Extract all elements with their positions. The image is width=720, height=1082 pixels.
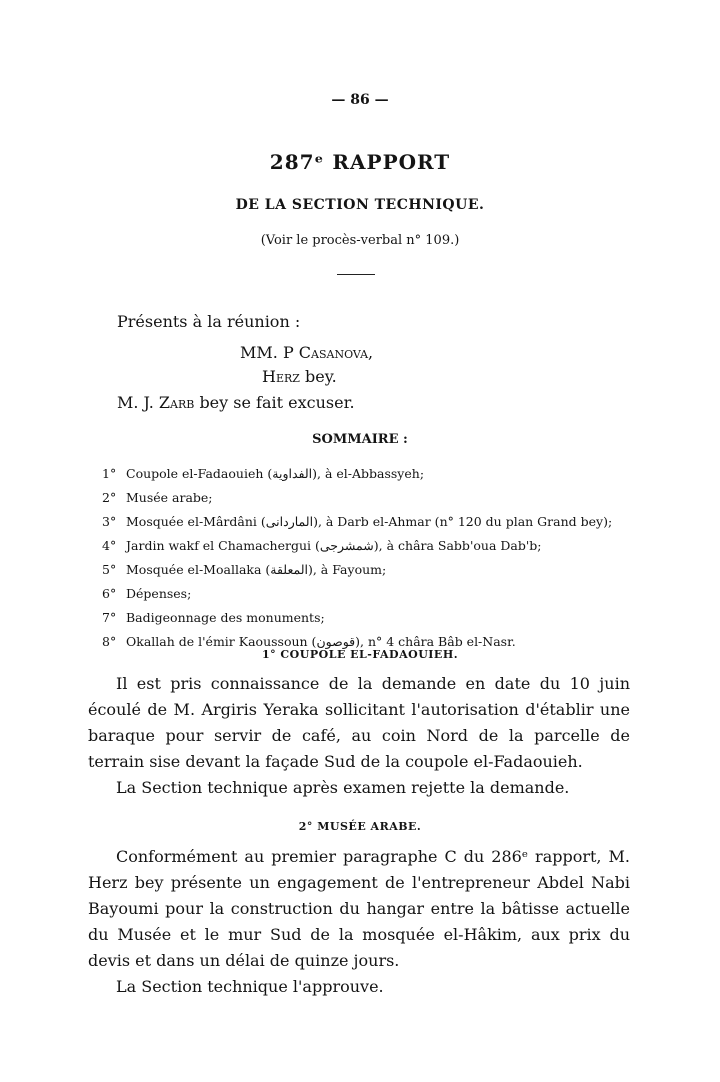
section-2-decision: La Section technique l'approuve. [116, 977, 384, 996]
attendance-prefix: MM. P [240, 343, 294, 362]
excused-zarb: Zarb [158, 393, 195, 412]
attendee-herz-title: bey. [305, 367, 337, 386]
sommaire-item [102, 510, 612, 534]
attendance-label: Présents à la réunion : [117, 312, 301, 331]
item-text: Mosquée el-Moallaka (المعلقة), à Fayoum; [126, 562, 387, 577]
item-number: 2° [102, 490, 117, 505]
item-text: Okallah de l'émir Kaoussoun (قوصون), n° 4 châra Bâb el-Nasr. [126, 634, 516, 649]
item-number: 8° [102, 634, 117, 649]
item-text: Jardin wakf el Chamachergui (شمشرجى), à châra Sabb'oua Dab'b; [126, 538, 542, 553]
section-1-body [88, 671, 630, 801]
report-title: 287ᵉ RAPPORT [269, 150, 451, 174]
sommaire-item [102, 606, 612, 630]
attendee-casanova: Casanova, [298, 343, 374, 362]
section-2-paragraph: Conformément au premier paragraphe C du 286ᵉ rapport, M. Herz bey présente un engagement de l'entrepreneur Abdel Nabi Bayoumi pour la construction du hangar entre la bâtisse actuelle du Musée et le mur Sud de la mosquée el-Hâkim, aux prix du devis et dans un délai de quinze jours. [88, 847, 630, 970]
attendance-line-1 [240, 343, 373, 362]
item-number: 1° [102, 466, 117, 481]
item-number: 7° [102, 610, 117, 625]
item-number: 3° [102, 514, 117, 529]
excused-line [117, 393, 355, 412]
proces-verbal-reference: (Voir le procès-verbal n° 109.) [260, 233, 460, 248]
item-number: 6° [102, 586, 117, 601]
item-text: Coupole el-Fadaouieh (الفداوية), à el-Abbassyeh; [126, 466, 425, 481]
section-1-paragraph: Il est pris connaissance de la demande en date du 10 juin écoulé de M. Argiris Yeraka sollicitant l'autorisation d'établir une baraque pour servir de café, au coin Nord de la parcelle de terrain sise devant la façade Sud de la coupole el-Fadaouieh. [88, 674, 630, 771]
item-number: 4° [102, 538, 117, 553]
excused-prefix: M. J. [117, 393, 154, 412]
report-subtitle: DE LA SECTION TECHNIQUE. [235, 197, 485, 213]
attendance-line-2 [262, 367, 337, 386]
section-2-heading: 2° MUSÉE ARABE. [298, 820, 422, 833]
sommaire-item [102, 462, 612, 486]
sommaire-item [102, 582, 612, 606]
section-1-decision: La Section technique après examen rejette la demande. [116, 778, 570, 797]
sommaire-item [102, 534, 612, 558]
sommaire-list [102, 462, 612, 654]
item-text: Mosquée el-Mârdâni (الماردانى), à Darb el-Ahmar (n° 120 du plan Grand bey); [126, 514, 613, 529]
item-text: Dépenses; [126, 586, 192, 601]
item-text: Musée arabe; [126, 490, 213, 505]
sommaire-heading: SOMMAIRE : [312, 432, 408, 447]
attendee-herz: Herz [262, 367, 300, 386]
section-2-body [88, 844, 630, 1000]
page-number: — 86 — [331, 92, 389, 108]
section-1-heading: 1° COUPOLE EL-FADAOUIEH. [261, 648, 459, 661]
excused-suffix: bey se fait excuser. [199, 393, 355, 412]
divider [337, 274, 375, 275]
item-number: 5° [102, 562, 117, 577]
sommaire-item [102, 558, 612, 582]
sommaire-item [102, 486, 612, 510]
item-text: Badigeonnage des monuments; [126, 610, 325, 625]
